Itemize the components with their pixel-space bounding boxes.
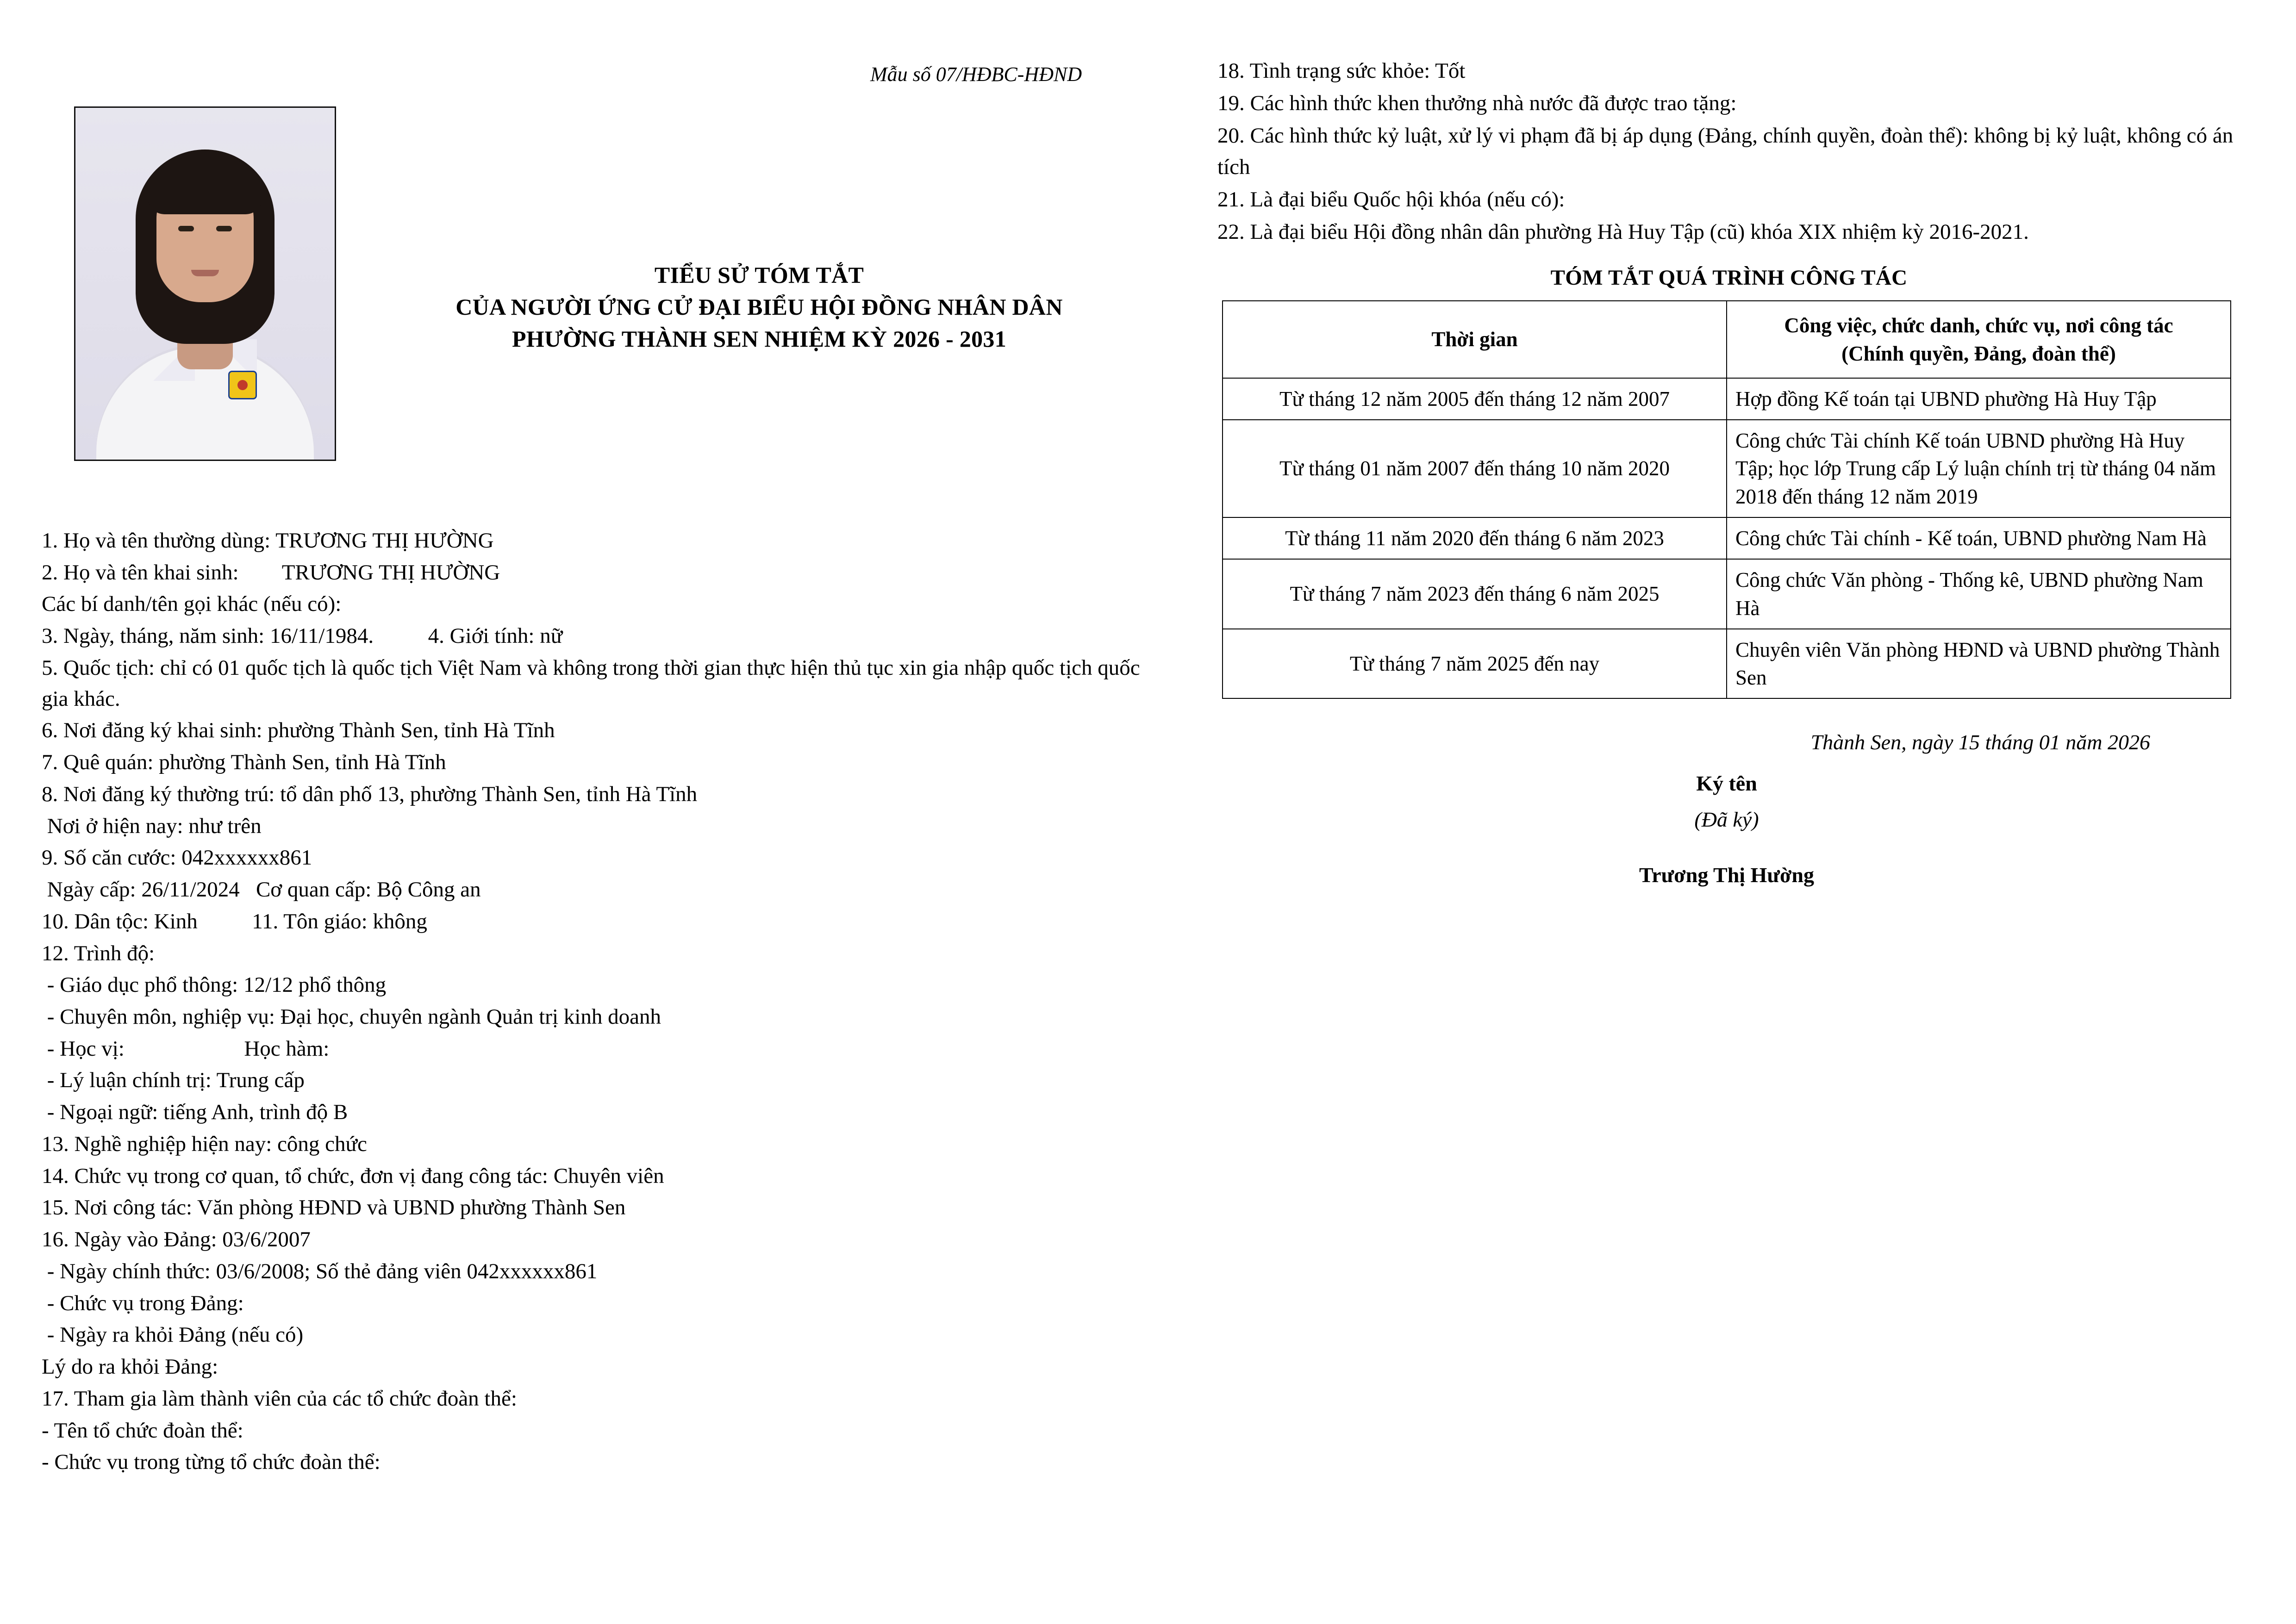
bio-item: 6. Nơi đăng ký khai sinh: phường Thành Sen, tỉnh Hà Tĩnh xyxy=(42,718,555,743)
bio-item: 10. Dân tộc: Kinh 11. Tôn giáo: không xyxy=(42,909,427,933)
bio-item: 8. Nơi đăng ký thường trú: tổ dân phố 13, phường Thành Sen, tỉnh Hà Tĩnh xyxy=(42,782,698,806)
cell-period: Từ tháng 7 năm 2023 đến tháng 6 năm 2025 xyxy=(1223,559,1727,629)
cell-job: Công chức Tài chính Kế toán UBND phường Hà Huy Tập; học lớp Trung cấp Lý luận chính trị từ tháng 04 năm 2018 đến tháng 12 năm 2019 xyxy=(1727,420,2231,517)
cell-period: Từ tháng 01 năm 2007 đến tháng 10 năm 2020 xyxy=(1223,420,1727,517)
career-table xyxy=(1222,300,2231,699)
portrait-photo xyxy=(74,106,336,461)
column-header-period: Thời gian xyxy=(1223,301,1727,378)
bio-item: 2. Họ và tên khai sinh: TRƯƠNG THỊ HƯỜNG xyxy=(42,560,500,585)
biography-items xyxy=(42,525,1167,1479)
bio-item: 16. Ngày vào Đảng: 03/6/2007 xyxy=(42,1227,311,1252)
bio-item: 1. Họ và tên thường dùng: TRƯƠNG THỊ HƯỜNG xyxy=(42,529,494,553)
cell-period: Từ tháng 12 năm 2005 đến tháng 12 năm 2007 xyxy=(1223,378,1727,420)
table-row xyxy=(1223,629,2231,699)
bio-item: 20. Các hình thức kỷ luật, xử lý vi phạm đã bị áp dụng (Đảng, chính quyền, đoàn thể): không bị kỷ luật, không có án tích xyxy=(1217,124,2234,179)
table-row xyxy=(1223,517,2231,559)
title-line-2: CỦA NGƯỜI ỨNG CỬ ĐẠI BIỂU HỘI ĐỒNG NHÂN DÂN xyxy=(455,294,1063,320)
bio-item: 14. Chức vụ trong cơ quan, tổ chức, đơn vị đang công tác: Chuyên viên xyxy=(42,1164,664,1188)
career-table-title: TÓM TẮT QUÁ TRÌNH CÔNG TÁC xyxy=(1550,266,1908,290)
table-header-row xyxy=(1223,301,2231,378)
bio-item: - Chuyên môn, nghiệp vụ: Đại học, chuyên ngành Quản trị kinh doanh xyxy=(42,1005,661,1029)
column-header-job-line1: Công việc, chức danh, chức vụ, nơi công tác xyxy=(1784,314,2173,337)
cell-job: Hợp đồng Kế toán tại UBND phường Hà Huy Tập xyxy=(1727,378,2231,420)
portrait-fringe xyxy=(147,159,263,214)
bio-item: - Chức vụ trong từng tổ chức đoàn thể: xyxy=(42,1450,381,1475)
bio-item: 13. Nghề nghiệp hiện nay: công chức xyxy=(42,1132,367,1156)
bio-item: 19. Các hình thức khen thưởng nhà nước đã được trao tặng: xyxy=(1217,91,1737,116)
title-line-1: TIỂU SỬ TÓM TẮT xyxy=(654,262,864,288)
bio-item: 18. Tình trạng sức khỏe: Tốt xyxy=(1217,59,1466,83)
bio-item: Các bí danh/tên gọi khác (nếu có): xyxy=(42,592,342,616)
bio-item: 5. Quốc tịch: chỉ có 01 quốc tịch là quốc tịch Việt Nam và không trong thời gian thực hiện thủ tục xin gia nhập quốc tịch quốc gia khác. xyxy=(42,655,1146,711)
bio-item: 15. Nơi công tác: Văn phòng HĐND và UBND phường Thành Sen xyxy=(42,1195,626,1220)
cell-period: Từ tháng 11 năm 2020 đến tháng 6 năm 2023 xyxy=(1223,517,1727,559)
bio-item: 3. Ngày, tháng, năm sinh: 16/11/1984. 4. Giới tính: nữ xyxy=(42,624,563,648)
form-code: Mẫu số 07/HĐBC-HĐND xyxy=(870,63,1082,86)
portrait-eye-left xyxy=(178,226,194,231)
portrait-badge-icon xyxy=(228,371,257,399)
signature-name: Trương Thị Hường xyxy=(1639,863,1814,887)
bio-item: Nơi ở hiện nay: như trên xyxy=(42,814,262,838)
column-header-job-line2: (Chính quyền, Đảng, đoàn thể) xyxy=(1841,342,2116,365)
bio-item: Ngày cấp: 26/11/2024 Cơ quan cấp: Bộ Công an xyxy=(42,877,481,902)
cell-job: Công chức Văn phòng - Thống kê, UBND phường Nam Hà xyxy=(1727,559,2231,629)
bio-item: Lý do ra khỏi Đảng: xyxy=(42,1355,218,1379)
right-column xyxy=(1190,0,2296,1624)
bio-item: 9. Số căn cước: 042xxxxxx861 xyxy=(42,846,312,870)
title-line-3: PHƯỜNG THÀNH SEN NHIỆM KỲ 2026 - 2031 xyxy=(512,326,1007,352)
column-header-job xyxy=(1727,301,2231,378)
cell-job: Công chức Tài chính - Kế toán, UBND phường Nam Hà xyxy=(1727,517,2231,559)
table-row xyxy=(1223,559,2231,629)
table-row xyxy=(1223,378,2231,420)
portrait-mouth xyxy=(191,270,219,276)
portrait-eye-right xyxy=(216,226,232,231)
bio-item: - Học vị: Học hàm: xyxy=(42,1036,330,1061)
cell-job: Chuyên viên Văn phòng HĐND và UBND phường Thành Sen xyxy=(1727,629,2231,699)
signature-block xyxy=(1222,724,2231,893)
bio-item: - Tên tổ chức đoàn thể: xyxy=(42,1418,243,1443)
bio-item: - Ngày ra khỏi Đảng (nếu có) xyxy=(42,1323,304,1347)
bio-item: 17. Tham gia làm thành viên của các tổ chức đoàn thể: xyxy=(42,1386,517,1411)
cell-period: Từ tháng 7 năm 2025 đến nay xyxy=(1223,629,1727,699)
bio-item: 22. Là đại biểu Hội đồng nhân dân phường Hà Huy Tập (cũ) khóa XIX nhiệm kỳ 2016-2021. xyxy=(1217,220,2029,244)
bio-item: 21. Là đại biểu Quốc hội khóa (nếu có): xyxy=(1217,187,1565,212)
table-row xyxy=(1223,420,2231,517)
bio-item: - Chức vụ trong Đảng: xyxy=(42,1291,244,1315)
signature-signed-note: (Đã ký) xyxy=(1694,807,1759,831)
biography-items-continued xyxy=(1217,56,2240,248)
page-title xyxy=(352,259,1167,355)
bio-item: - Giáo dục phổ thông: 12/12 phổ thông xyxy=(42,973,387,997)
bio-item: - Ngày chính thức: 03/6/2008; Số thẻ đảng viên 042xxxxxx861 xyxy=(42,1259,598,1283)
bio-item: 12. Trình độ: xyxy=(42,941,155,965)
bio-item: 7. Quê quán: phường Thành Sen, tỉnh Hà Tĩnh xyxy=(42,750,446,775)
signature-place-date: Thành Sen, ngày 15 tháng 01 năm 2026 xyxy=(1810,730,2150,754)
bio-item: - Ngoại ngữ: tiếng Anh, trình độ B xyxy=(42,1100,348,1125)
bio-item: - Lý luận chính trị: Trung cấp xyxy=(42,1068,305,1093)
signature-label: Ký tên xyxy=(1696,771,1757,795)
portrait-photo-image xyxy=(75,108,335,460)
